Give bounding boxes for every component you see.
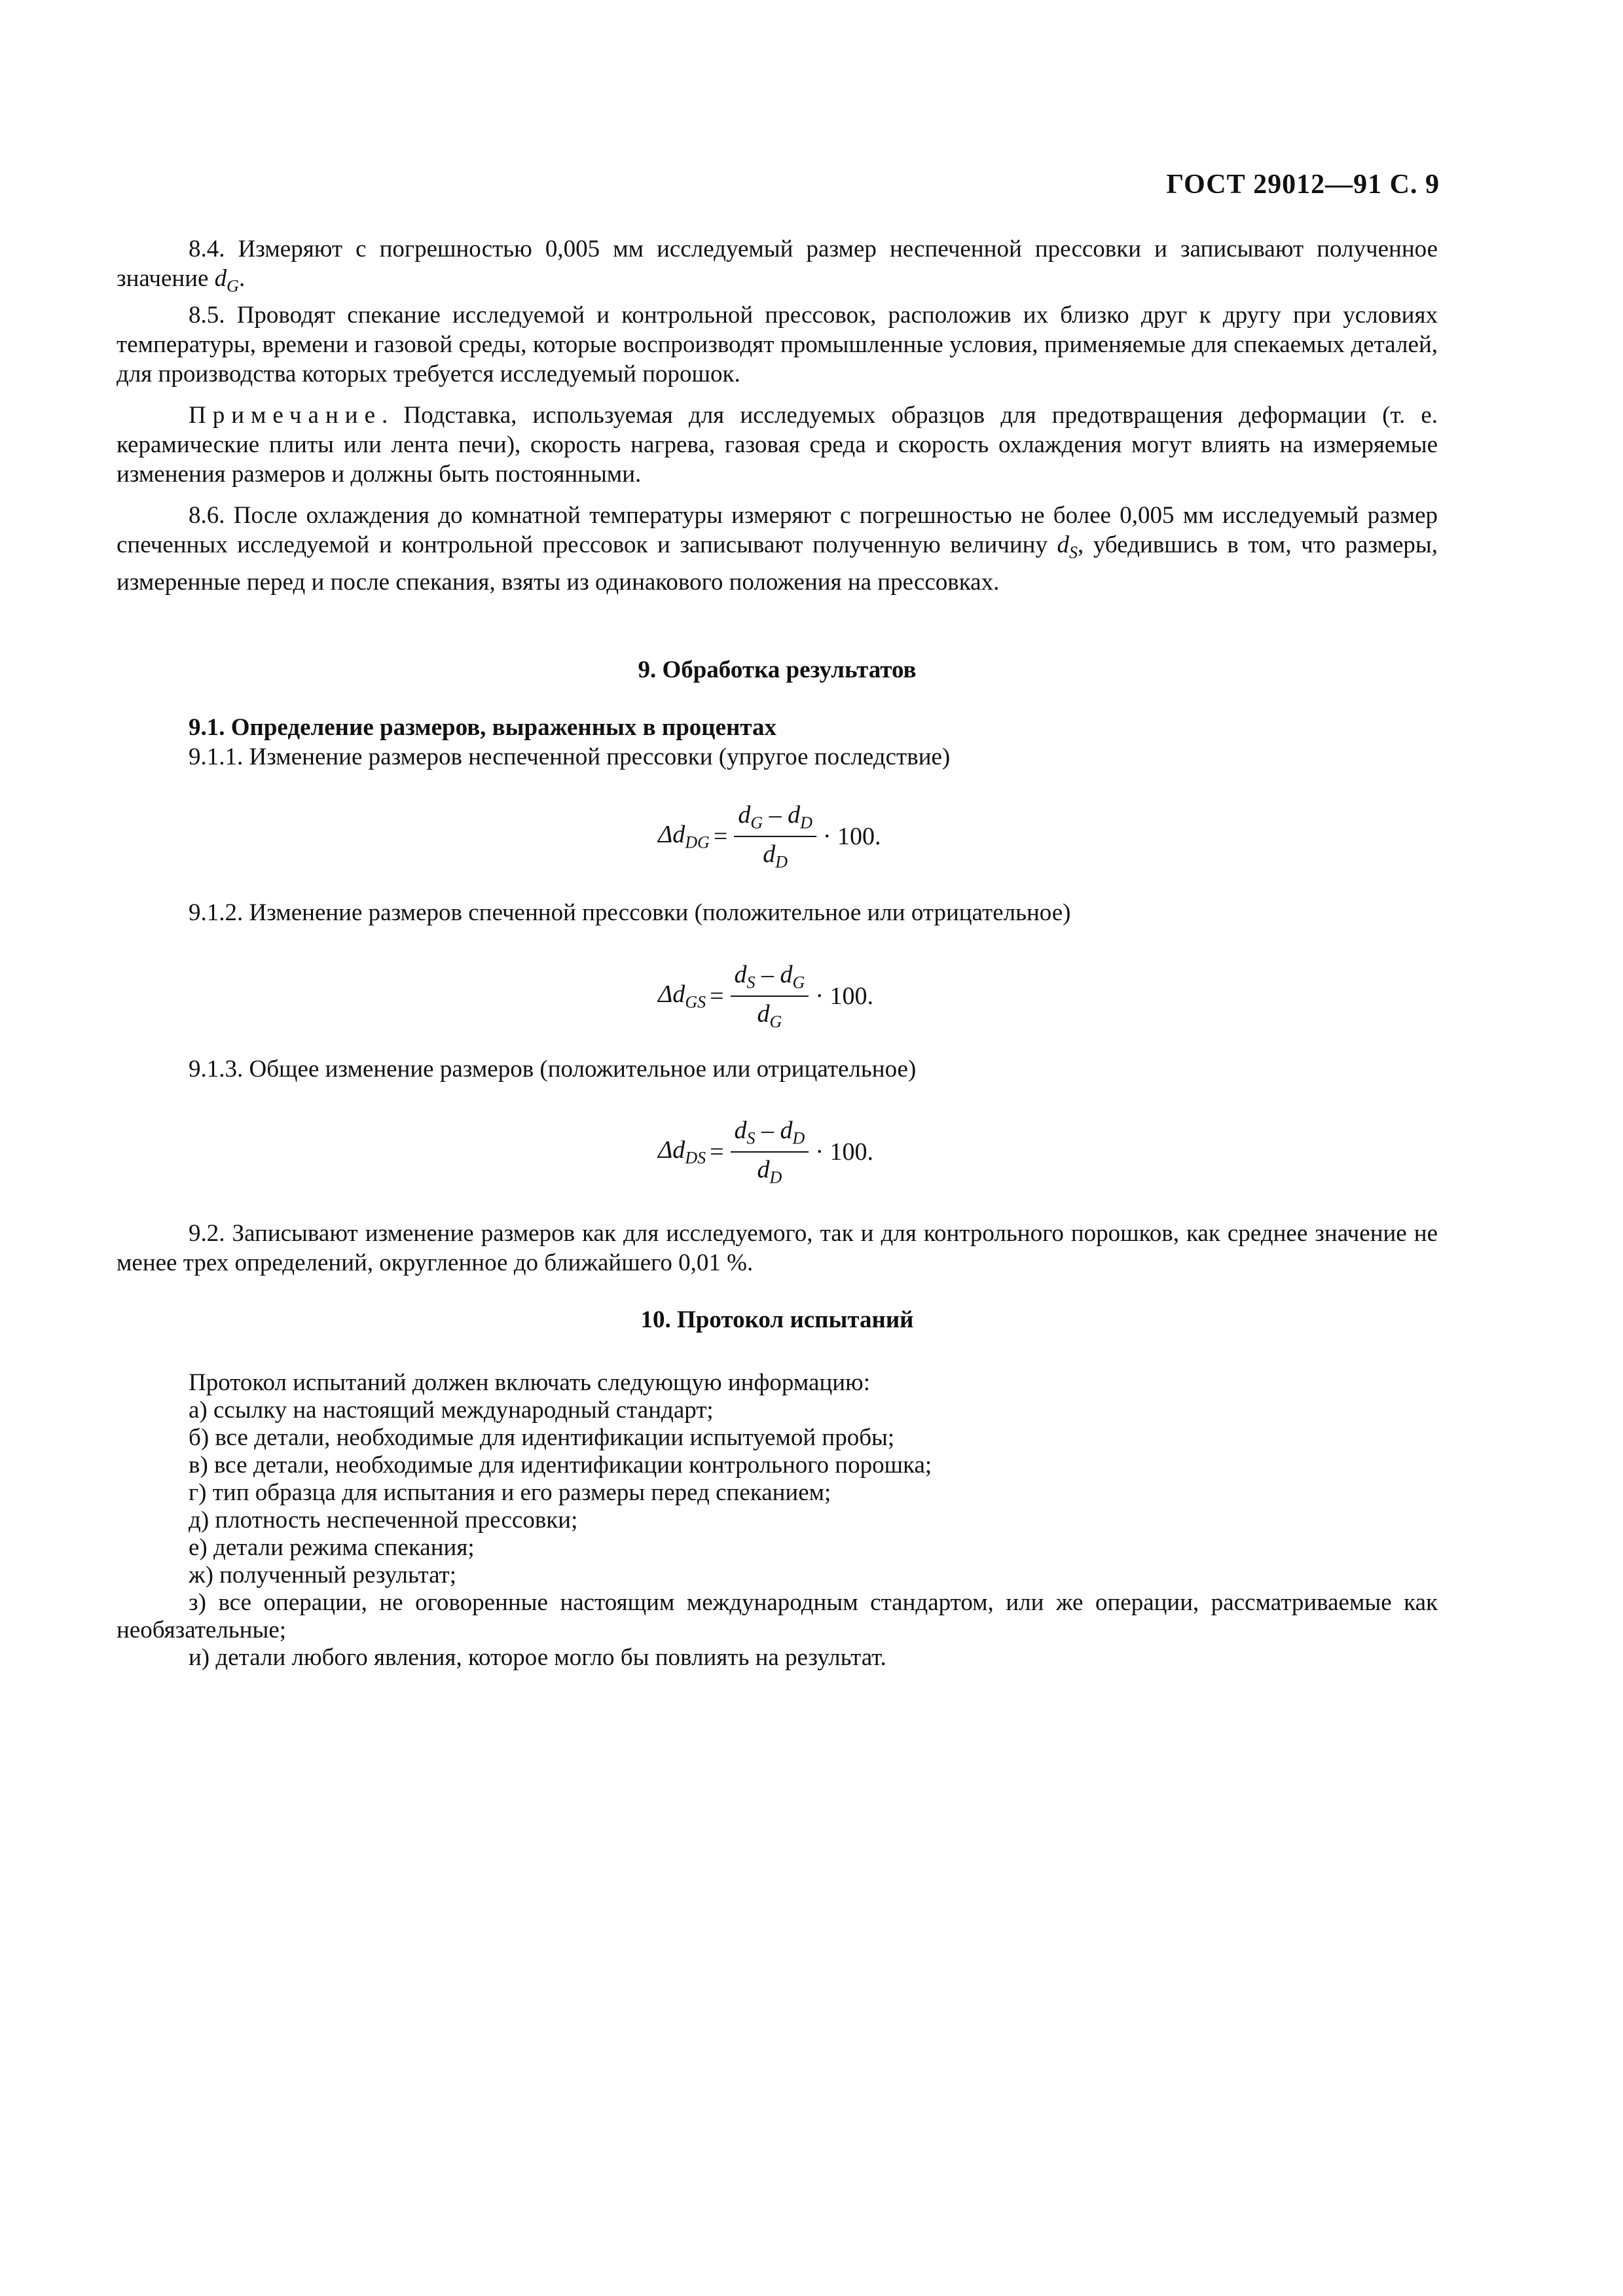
list-item: г) тип образца для испытания и его размеры перед спеканием; <box>189 1479 831 1506</box>
list-item: е) детали режима спекания; <box>189 1534 475 1561</box>
list-item: д) плотность неспеченной прессовки; <box>189 1507 578 1534</box>
section-8-text <box>117 234 1438 597</box>
paragraph-8-4: 8.4. Измеряют с погрешностью 0,005 мм исследуемый размер неспеченной прессовки и записывают полученное значение $d_G$. <box>117 236 1438 296</box>
formula-dgs: $\Delta d_{GS}$ = $\frac{d_S - d_G}{d_G}$ · 100. <box>658 961 873 1031</box>
list-item: и) детали любого явления, которое могло бы повлиять на результат. <box>189 1644 886 1671</box>
formula-ddg: $\Delta d_{DG}$ = $\frac{d_G - d_D}{d_D}$ · 100. <box>658 801 881 872</box>
list-item: ж) полученный результат; <box>189 1562 457 1588</box>
paragraph-9-1-2: 9.1.2. Изменение размеров спеченной прессовки (положительное или отрицательное) <box>189 899 1071 926</box>
list-item: в) все детали, необходимые для идентификации контрольного порошка; <box>189 1452 932 1479</box>
section-9-heading: 9. Обработка результатов <box>638 656 917 683</box>
paragraph-9-2: 9.2. Записывают изменение размеров как для исследуемого, так и для контрольного порошков, как среднее значение не менее трех определений, округленное до ближайшего 0,01 %. <box>117 1220 1438 1276</box>
note-label: Примечание <box>189 402 382 429</box>
paragraph-9-2-block <box>117 1219 1438 1278</box>
note-paragraph: Примечание. Подставка, используемая для исследуемых образцов для предотвращения деформации (т. е. керамические плиты или лента печи), скорость нагрева, газовая среда и скорость охлаждения могут влиять на измеряемые изменения размеров и должны быть постоянными. <box>117 402 1438 488</box>
paragraph-8-6: 8.6. После охлаждения до комнатной температуры измеряют с погрешностью не более 0,005 мм исследуемый размер спеченных исследуемой и контрольной прессовок и записывают полученную величину $d_S$, убедившись в том, что размеры, измеренные перед и после спекания, взяты из одинакового положения на прессовках. <box>117 502 1438 596</box>
paragraph-9-1-1: 9.1.1. Изменение размеров неспеченной прессовки (упругое последствие) <box>189 744 951 770</box>
paragraph-8-5: 8.5. Проводят спекание исследуемой и контрольной прессовок, расположив их близко друг к другу при условиях температуры, времени и газовой среды, которые воспроизводят промышленные условия, применяемые для спекаемых деталей, для производства которых требуется исследуемый порошок. <box>117 302 1438 388</box>
section-10-heading: 10. Протокол испытаний <box>640 1306 914 1333</box>
list-item: б) все детали, необходимые для идентификации испытуемой пробы; <box>189 1424 895 1451</box>
protocol-intro: Протокол испытаний должен включать следующую информацию: <box>189 1369 870 1396</box>
protocol-list <box>117 1369 1438 1672</box>
formula-dds: $\Delta d_{DS}$ = $\frac{d_S - d_D}{d_D}$ · 100. <box>658 1117 873 1187</box>
list-item: з) все операции, не оговоренные настоящим международным стандартом, или же операции, рассматриваемые как необязательные; <box>117 1589 1438 1643</box>
list-item: а) ссылку на настоящий международный стандарт; <box>189 1397 714 1424</box>
page-header: ГОСТ 29012—91 С. 9 <box>1166 170 1440 200</box>
subsection-9-1-heading: 9.1. Определение размеров, выраженных в процентах <box>189 714 776 741</box>
paragraph-9-1-3: 9.1.3. Общее изменение размеров (положительное или отрицательное) <box>189 1056 917 1083</box>
